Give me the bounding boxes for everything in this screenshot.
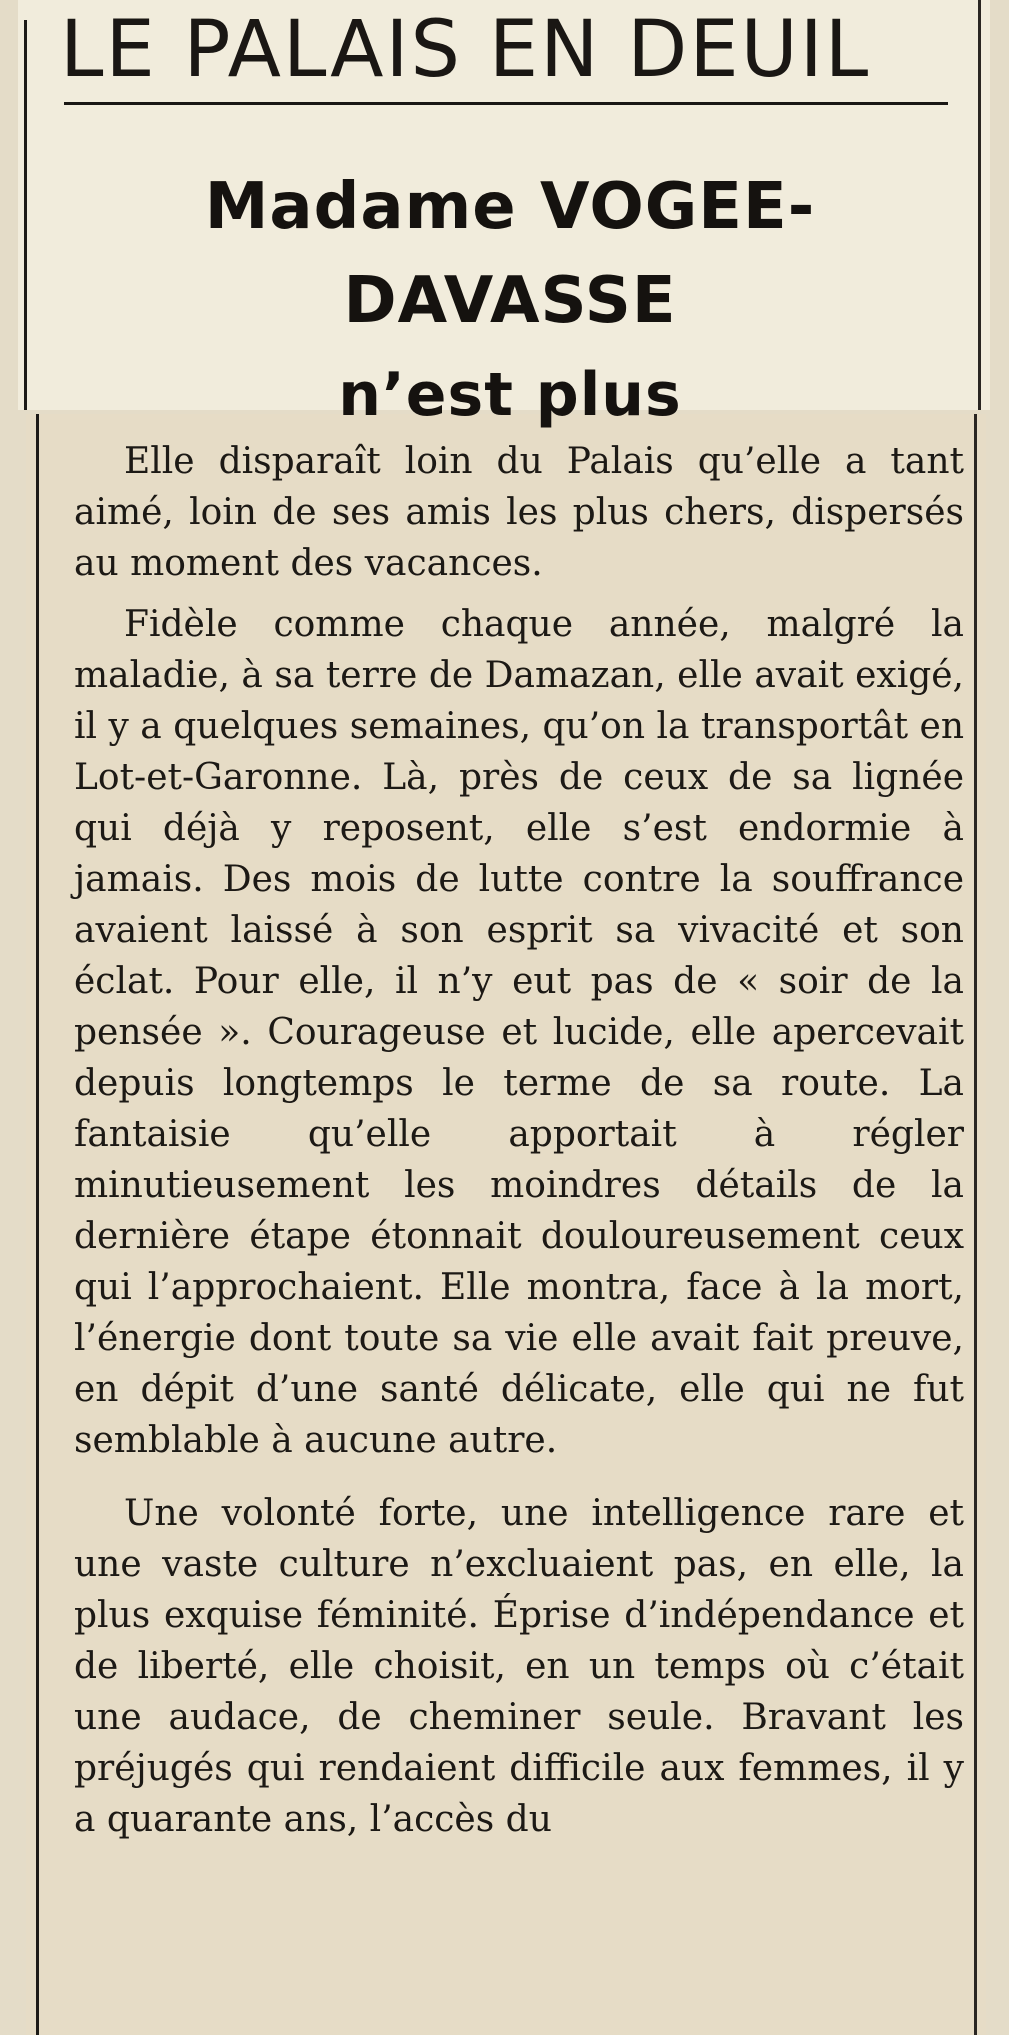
section-rubric: LE PALAIS EN DEUIL <box>60 5 871 95</box>
rubric-underline <box>64 102 948 105</box>
column-rule-left-lower <box>36 414 39 2035</box>
paragraph-2: Fidèle comme chaque année, malgré la maladie, à sa terre de Damazan, elle avait exigé, il y a quelques semaines, qu’on la transportât en Lot-et-Garonne. Là, près de ceux de sa lignée qui déjà y reposent, elle s’est endormie à jamais. Des mois de lutte contre la souffrance avaient laissé à son esprit sa vivacité et son éclat. Pour elle, il n’y eut pas de « soir de la pensée ». Courageuse et lucide, elle apercevait depuis longtemps le terme de sa route. La fantaisie qu’elle apportait à régler minutieusement les moindres détails de la dernière étape étonnait douloureusement ceux qui l’approchaient. Elle montra, face à la mort, l’énergie dont toute sa vie elle avait fait preuve, en dépit d’une santé délicate, elle qui ne fut semblable à aucune autre. <box>74 604 964 1461</box>
headline <box>40 160 980 442</box>
column-rule-right-lower <box>974 414 977 2035</box>
article-body <box>74 436 964 1855</box>
headline-line-2: n’est plus <box>338 360 682 430</box>
paragraph-3: Une volonté forte, une intelligence rare et une vaste culture n’excluaient pas, en elle, la plus exquise féminité. Éprise d’indépendance et de liberté, elle choisit, en un temps où c’était une audace, de cheminer seule. Bravant les préjugés qui rendaient difficile aux femmes, il y a quarante ans, l’accès du <box>74 1493 964 1840</box>
column-rule-left <box>24 20 27 410</box>
paragraph-1: Elle disparaît loin du Palais qu’elle a tant aimé, loin de ses amis les plus chers, dispersés au moment des vacances. <box>74 441 964 584</box>
headline-line-1: Madame VOGEE-DAVASSE <box>204 170 816 338</box>
